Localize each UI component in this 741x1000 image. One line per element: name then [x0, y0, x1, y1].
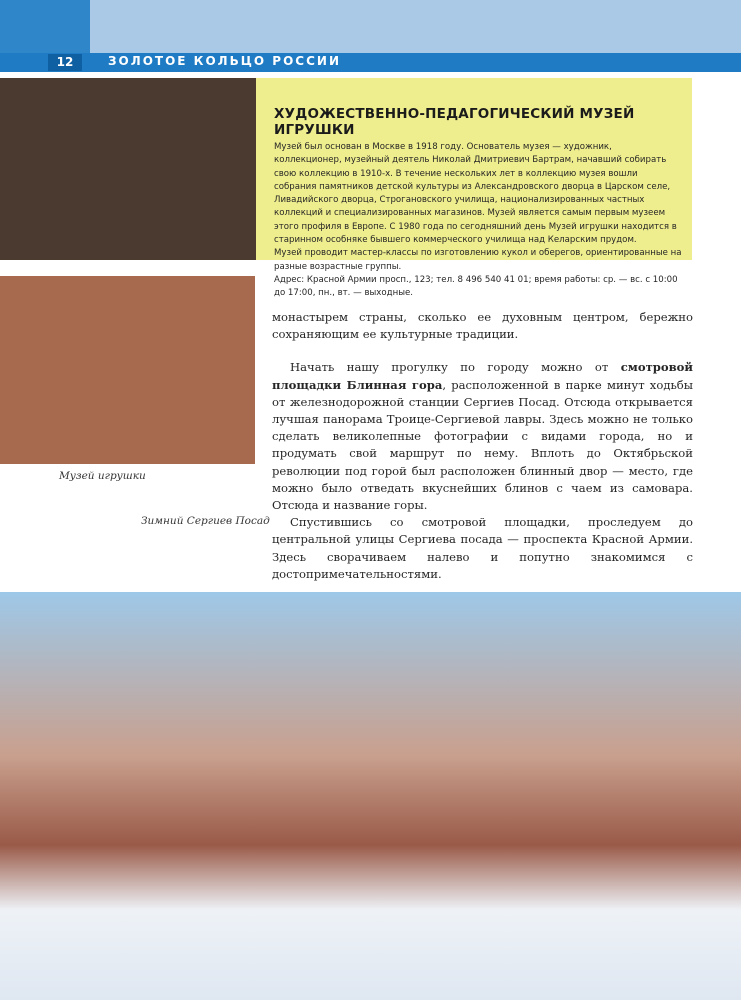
info-box-title: ХУДОЖЕСТВЕННО-ПЕДАГОГИЧЕСКИЙ МУЗЕЙ ИГРУШКИ — [274, 106, 635, 138]
body-paragraph: Начать нашу прогулку по городу можно от смотровой площадки Блинная гора, расположенной в парке минут ходьбы от железнодорожной станции Сергиев Посад. Отсюда открывается лучшая панорама Троице-Сергиевой лавры. Здесь можно не только сделать великолепные фотографии с видами города, но и продумать свой маршрут по нему. Вплоть до Октябрьской революции под горой был расположен блинный двор — место, где можно было отведать вкуснейших блинов с чаем из самовара. Отсюда и название горы. — [272, 360, 693, 513]
museum-photo-placeholder — [0, 276, 255, 464]
info-paragraph: Музей проводит мастер-классы по изготовлению кукол и оберегов, ориентированные на разные возрастные группы. — [274, 248, 682, 272]
page-margin — [697, 72, 741, 612]
body-paragraph: Спустившись со смотровой площадки, проследуем до центральной улицы Сергиева посада — проспекта Красной Армии. Здесь сворачиваем налево и попутно знакомимся с достопримечательностями. — [272, 515, 693, 581]
body-paragraph: монастырем страны, сколько ее духовным центром, бережно сохраняющим ее культурные традиции. — [272, 310, 693, 342]
section-title: ЗОЛОТОЕ КОЛЬЦО РОССИИ — [108, 54, 341, 68]
dolls-photo-placeholder — [0, 78, 256, 260]
museum-info-box — [256, 78, 692, 299]
page-number: 12 — [48, 54, 82, 71]
highlight-term: смотровой площадки Блинная гора — [272, 360, 693, 392]
winter-town-photo-placeholder — [0, 592, 741, 1000]
info-box-body — [274, 141, 682, 301]
museum-photo-caption: Музей игрушки — [59, 470, 146, 482]
winter-photo-caption: Зимний Сергиев Посад — [141, 515, 270, 527]
info-address: Адрес: Красной Армии просп., 123; тел. 8 496 540 41 01; время работы: ср. — вс. с 10:00 до 17:00, пн., вт. — выходные. — [274, 274, 678, 299]
info-paragraph: Музей был основан в Москве в 1918 году. Основатель музея — художник, коллекционер, музейный деятель Николай Дмитриевич Бартрам, начавший собирать свою коллекцию в 1910-х. В течение нескольких лет в коллекцию музея вошли собрания памятников детской культуры из Александровского дворца в Царском селе, Ливадийского дворца, Строгановского училища, национализированных частных коллекций и специализированных магазинов. Музей является самым первым музеем этого профиля в Европе. С 1980 года по сегодняшний день Музей игрушки находится в старинном особняке бывшего коммерческого училища над Келарским прудом. — [274, 142, 677, 246]
